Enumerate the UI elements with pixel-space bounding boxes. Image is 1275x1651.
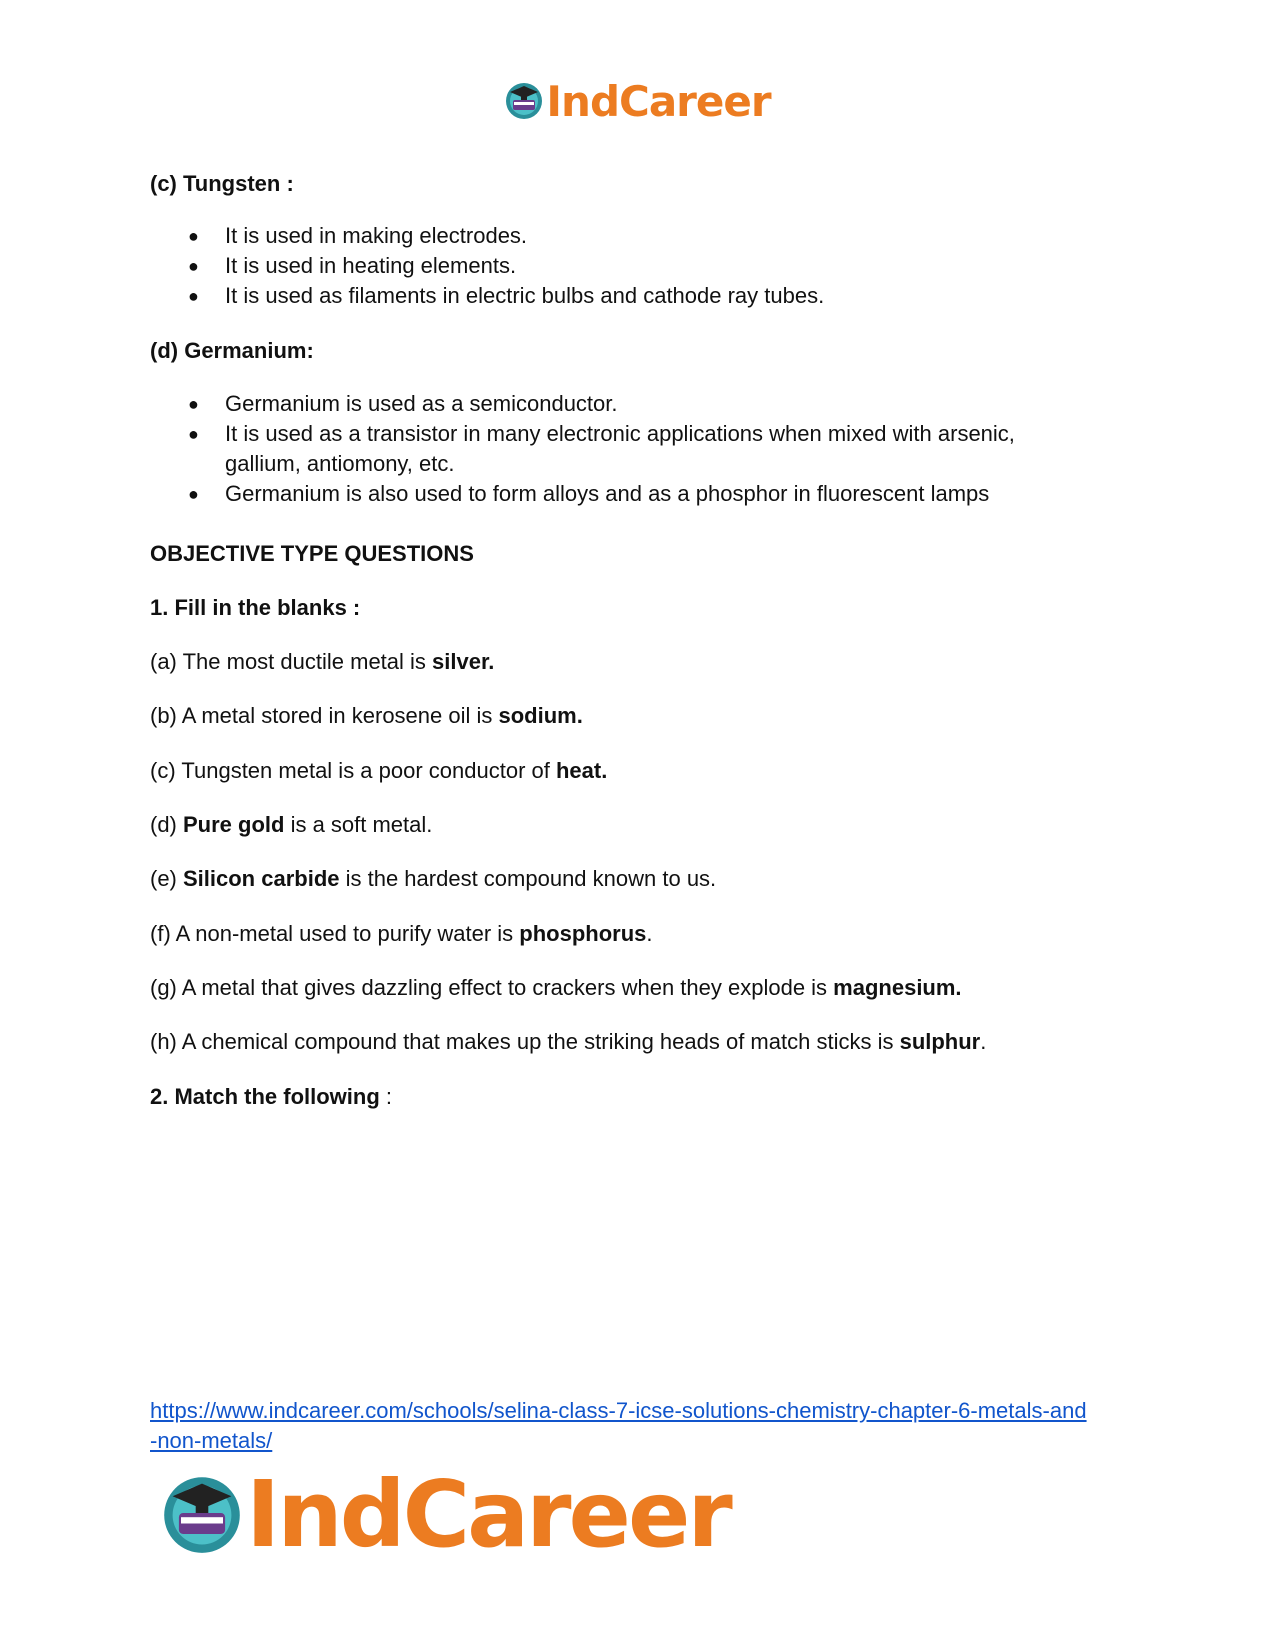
header-logo xyxy=(0,78,1275,128)
graduation-cap-book-icon xyxy=(504,80,544,125)
footer-logo xyxy=(160,1461,730,1568)
answer-line: (a) The most ductile metal is silver. xyxy=(150,649,495,674)
source-link[interactable]: https://www.indcareer.com/schools/selina-class-7-icse-solutions-chemistry-chapter-6-metals-and -non-metals/ xyxy=(150,1398,1087,1453)
bullet-icon: ● xyxy=(188,394,199,414)
answer-line: (h) A chemical compound that makes up the striking heads of match sticks is sulphur. xyxy=(150,1029,987,1054)
bullet-icon: ● xyxy=(188,226,199,246)
answer-line: (f) A non-metal used to purify water is phosphorus. xyxy=(150,921,653,946)
answer-line: (d) Pure gold is a soft metal. xyxy=(150,812,433,837)
answer-line: (g) A metal that gives dazzling effect to crackers when they explode is magnesium. xyxy=(150,975,962,1000)
document-page: IndCareer (c) Tungsten : ● It is used in making electrodes. ● It is used in heating elements. ● It is used as filaments in electric bulbs and cathode ray tubes. (d) Germanium: ● Germanium is used as a semiconductor. ● It is used as a transistor in many electronic applications when mixed with arsenic, gallium, antiomony, etc. ● Germanium is also used to form alloys and as a phosphor in fluorescent lamps OBJECTIVE TYPE QUESTIONS 1. Fill in the blanks : (a) The most ductile metal is silver. (b) A metal stored in kerosene oil is sodium. (c) Tungsten metal is a poor conductor of heat. (d) Pure gold is a soft metal. (e) Silicon carbide is the hardest compound known to us. (f) A non-metal used to purify water is phosphorus. (g) A metal that gives dazzling effect to crackers when they explode is magnesium. (h) A chemical compound that makes up the striking heads of match sticks is sulphur. 2. Match the following : https://www.indcareer.com/schools/selina-class-7-icse-solutions-chemistry-chapter-6-metals-and -non-metals/ IndCareer xyxy=(0,0,1275,1651)
question-1-heading: 1. Fill in the blanks : xyxy=(150,595,361,620)
answer-line: (b) A metal stored in kerosene oil is sodium. xyxy=(150,703,583,728)
germanium-heading: (d) Germanium: xyxy=(150,338,314,363)
answer-line: (e) Silicon carbide is the hardest compound known to us. xyxy=(150,866,717,891)
bullet-icon: ● xyxy=(188,424,199,444)
objective-heading: OBJECTIVE TYPE QUESTIONS xyxy=(150,541,474,566)
bullet-icon: ● xyxy=(188,286,199,306)
header-logo-text: IndCareer xyxy=(546,77,771,126)
answer-line: (c) Tungsten metal is a poor conductor of heat. xyxy=(150,758,608,783)
graduation-cap-book-icon xyxy=(160,1471,244,1560)
question-2-heading: 2. Match the following : xyxy=(150,1084,393,1109)
bullet-icon: ● xyxy=(188,484,199,504)
footer-logo-text: IndCareer xyxy=(246,1461,730,1568)
tungsten-heading: (c) Tungsten : xyxy=(150,171,294,196)
bullet-icon: ● xyxy=(188,256,199,276)
